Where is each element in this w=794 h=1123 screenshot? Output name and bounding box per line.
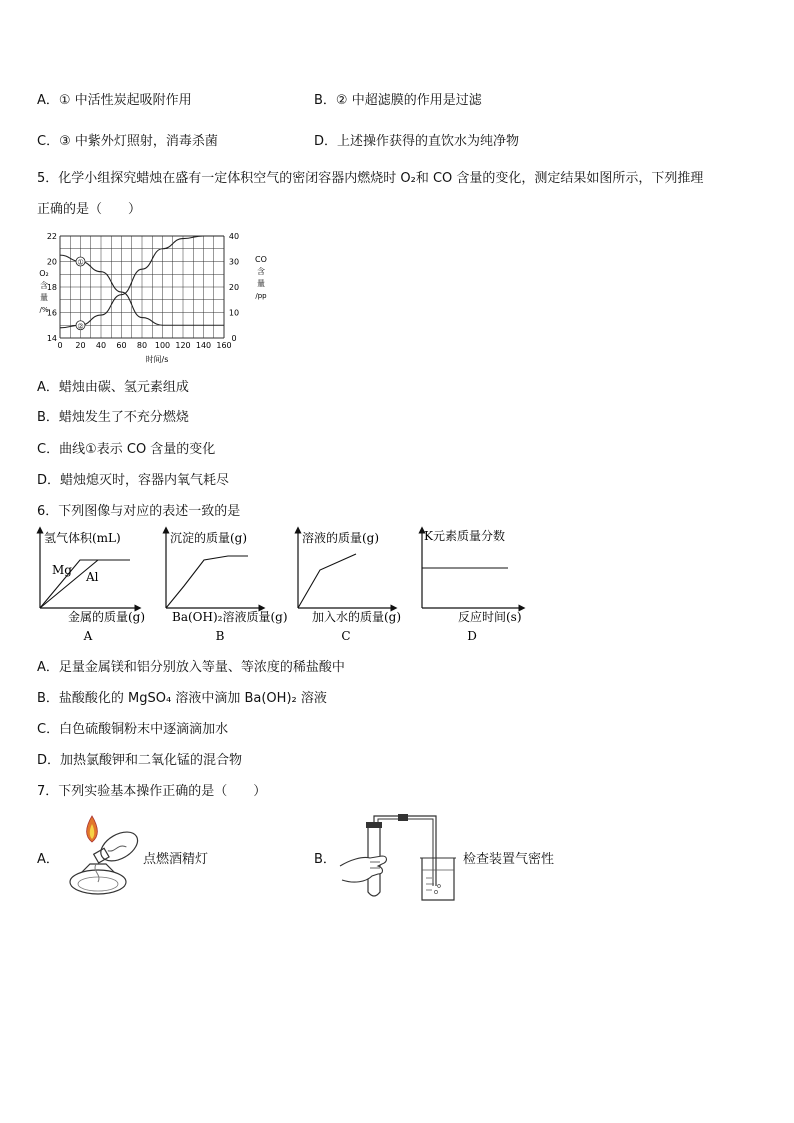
y-left-label-line: /%	[39, 306, 49, 314]
y-left-tick-label: 14	[46, 334, 57, 343]
q5-stem-line1: 5．化学小组探究蜡烛在盛有一定体积空气的密闭容器内燃烧时 O₂和 CO 含量的变化，测定结果如图所示，下列推理	[37, 171, 704, 186]
graph-c-line	[298, 554, 356, 608]
graph-c	[298, 530, 401, 643]
q6-option-d: D．加热氯酸钾和二氧化锰的混合物	[37, 753, 243, 768]
q6-option-c: C．白色硫酸铜粉末中逐滴滴加水	[37, 722, 229, 737]
q4-option-a: A．① 中活性炭起吸附作用	[37, 93, 192, 108]
y-right-label-line: 含	[257, 267, 265, 276]
graph-c-letter: C	[341, 629, 351, 643]
graph-a-ylabel: 氢气体积(mL)	[44, 531, 121, 545]
q6-stem: 6．下列图像与对应的表述一致的是	[37, 504, 241, 519]
q7-option-b-text: 检查装置气密性	[463, 852, 555, 867]
y-right-tick-label: 20	[228, 283, 240, 292]
graph-b-ylabel: 沉淀的质量(g)	[170, 531, 248, 545]
y-right-label-line: 量	[257, 279, 265, 288]
graph-b-xlabel: Ba(OH)₂溶液质量(g)	[172, 610, 288, 624]
y-left-tick-label: 16	[46, 308, 57, 318]
graph-c-xlabel: 加入水的质量(g)	[312, 610, 402, 624]
q5-option-c: C．曲线①表示 CO 含量的变化	[37, 442, 216, 457]
y-left-label-line: O₂	[39, 269, 49, 278]
graph-a-xlabel: 金属的质量(g)	[68, 610, 146, 624]
x-tick-label: 120	[175, 341, 191, 350]
q7-option-b-letter: B．	[314, 852, 336, 867]
graph-b-letter: B	[215, 629, 225, 643]
q5-stem-line2: 正确的是（ ）	[37, 202, 142, 217]
q7-stem: 7．下列实验基本操作正确的是（ ）	[37, 784, 267, 799]
graph-d	[422, 528, 522, 643]
y-right-label-line: CO	[255, 255, 267, 264]
q5-option-b: B．蜡烛发生了不充分燃烧	[37, 410, 189, 425]
x-tick-label: 80	[136, 341, 148, 350]
graph-a-mg-label: Mg	[52, 563, 72, 577]
q7-option-a-letter: A．	[37, 852, 59, 867]
y-left-tick-label: 20	[46, 257, 57, 267]
x-tick-label: 100	[154, 341, 171, 350]
y-right-tick-label: 0	[231, 334, 237, 343]
y-left-tick-label: 18	[46, 283, 57, 292]
q7-option-a-text: 点燃酒精灯	[143, 852, 209, 867]
y-left-label-line: 量	[40, 293, 48, 302]
q4-option-d: D．上述操作获得的直饮水为纯净物	[314, 134, 520, 149]
q4-option-b: B．② 中超滤膜的作用是过滤	[314, 93, 482, 108]
graph-b	[166, 530, 288, 643]
graph-d-xlabel: 反应时间(s)	[458, 610, 522, 624]
graph-d-letter: D	[467, 629, 477, 643]
alcohol-lamp-lighting-illustration	[62, 810, 144, 905]
x-tick-label: 140	[195, 341, 212, 350]
y-right-tick-label: 30	[228, 257, 240, 267]
x-tick-label: 20	[75, 341, 86, 350]
x-tick-label: 0	[57, 341, 63, 350]
series-label-1: ①	[77, 258, 84, 267]
q5-option-d: D．蜡烛熄灭时，容器内氧气耗尽	[37, 473, 230, 488]
q6-option-b: B．盐酸酸化的 MgSO₄ 溶液中滴加 Ba(OH)₂ 溶液	[37, 691, 327, 706]
y-right-axis-label	[255, 255, 267, 300]
x-tick-label: 60	[116, 341, 127, 350]
x-tick-label: 40	[95, 341, 107, 350]
y-right-tick-label: 40	[228, 232, 240, 241]
y-left-label-line: 含	[40, 281, 48, 290]
q6-graphs	[30, 524, 530, 649]
y-right-label-line: /pp	[255, 292, 267, 300]
q6-option-a: A．足量金属镁和铝分别放入等量、等浓度的稀盐酸中	[37, 660, 345, 675]
series-label-2: ②	[77, 322, 84, 331]
y-right-tick-label: 10	[228, 308, 240, 318]
q5-option-a: A．蜡烛由碳、氢元素组成	[37, 380, 189, 395]
graph-c-ylabel: 溶液的质量(g)	[302, 531, 380, 545]
graph-a-al-label: Al	[86, 570, 99, 584]
graph-a-letter: A	[83, 629, 93, 643]
airtightness-check-illustration	[336, 812, 462, 907]
chart-ticks	[47, 232, 239, 350]
y-left-tick-label: 22	[46, 232, 57, 241]
q4-option-c: C．③ 中紫外灯照射，消毒杀菌	[37, 134, 218, 149]
graph-b-line	[166, 556, 248, 608]
graph-a	[40, 530, 145, 643]
x-tick-label: 160	[216, 341, 232, 350]
x-axis-label: 时间/s	[145, 355, 169, 364]
q5-line-chart	[32, 224, 282, 369]
graph-d-ylabel: K元素质量分数	[424, 529, 505, 543]
